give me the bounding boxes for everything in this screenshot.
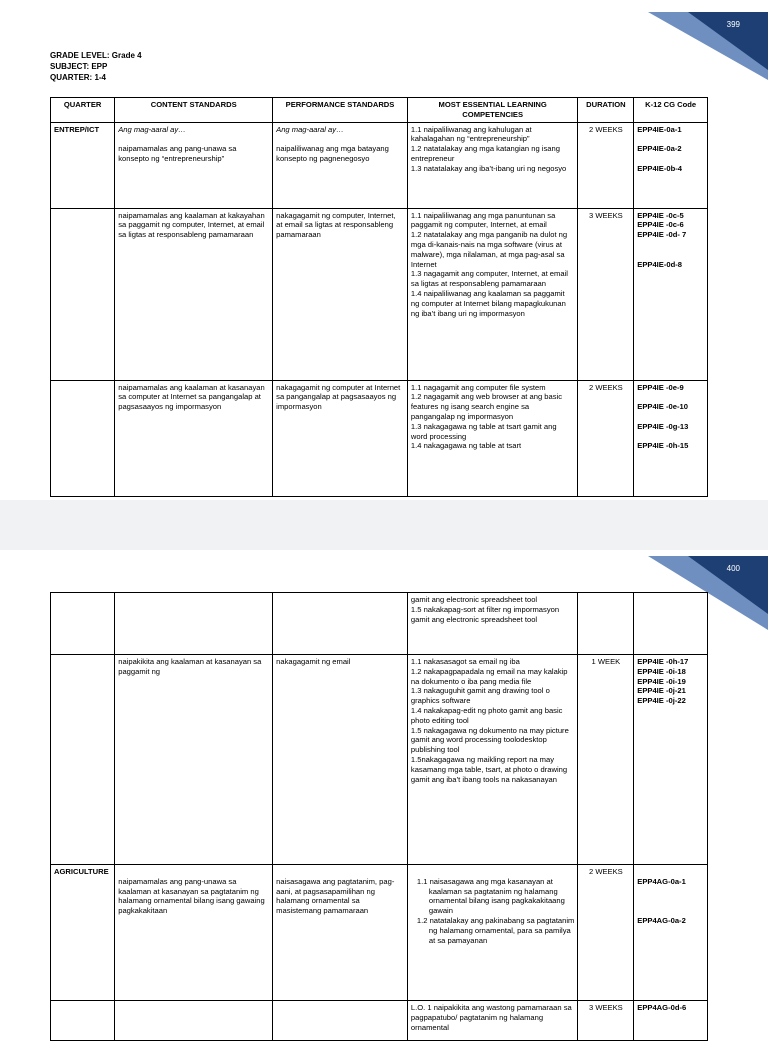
- table-header-row: [51, 98, 708, 123]
- subject: SUBJECT: EPP: [50, 62, 108, 71]
- duration-cell: [578, 593, 634, 655]
- competency: 1.3 nakaguguhit gamit ang drawing tool o graphics software: [410, 686, 550, 706]
- quarter-cell: [51, 655, 115, 865]
- curriculum-table-continued: [50, 592, 708, 1041]
- table-row: [51, 865, 708, 1001]
- quarter-cell: AGRICULTURE: [51, 865, 115, 1001]
- table-row: [51, 208, 708, 380]
- page-number: 399: [726, 20, 740, 29]
- performance-standard-cell: [273, 593, 408, 655]
- content-standard-cell: naipamamalas ang kaalaman at kasanayan sa computer at Internet sa pangangalap at pagsasaayos ng impormasyon: [115, 380, 273, 496]
- duration-cell: 2 WEEKS: [578, 122, 634, 208]
- competencies-cell: [407, 208, 578, 380]
- competency: 1.2 nagagamit ang web browser at ang basic features ng isang search engine sa pangangalap ng impormasyon: [410, 392, 563, 421]
- cg-code: EPP4IE -0g-13: [637, 421, 689, 431]
- code-cell: [634, 1001, 708, 1041]
- competency: 1.2 natatalakay ang mga panganib na dulot ng mga di-kanais-nais na mga software (virus at malware), mga nilalaman, at mga pag-asal sa Internet: [410, 230, 568, 269]
- column-header: K-12 CG Code: [634, 98, 708, 123]
- performance-intro: Ang mag-aaral ay…: [276, 124, 344, 134]
- competencies-cell: [407, 380, 578, 496]
- quarter-cell: [51, 593, 115, 655]
- performance-standard-cell: [273, 122, 408, 208]
- column-header: PERFORMANCE STANDARDS: [273, 98, 408, 123]
- competencies-cell: [407, 122, 578, 208]
- duration-cell: 2 WEEKS: [578, 865, 634, 1001]
- column-header: CONTENT STANDARDS: [115, 98, 273, 123]
- competency: 1.1 naipaliliwanag ang kahulugan at kahalagahan ng “entrepreneurship”: [410, 124, 532, 144]
- column-header: QUARTER: [51, 98, 115, 123]
- content-standard-cell: naipamamalas ang kaalaman at kakayahan sa paggamit ng computer, Internet, at email sa ligtas at responsableng pamamaraan: [115, 208, 273, 380]
- performance-standard-cell: [273, 1001, 408, 1041]
- quarter-cell: ENTREP/ICT: [51, 122, 115, 208]
- duration-cell: 1 WEEK: [578, 655, 634, 865]
- competency: 1.1 naisasagawa ang mga kasanayan at kaalaman sa pagtatanim ng halamang ornamental bilang isang pagkakakitaang gawain: [416, 876, 565, 916]
- code-cell: [634, 655, 708, 865]
- performance-standard-cell: nakagagamit ng computer at Internet sa pangangalap at pagsasaayos ng impormasyon: [273, 380, 408, 496]
- competencies-cell: [407, 655, 578, 865]
- document-header: [50, 50, 142, 83]
- table-row: [51, 122, 708, 208]
- duration-cell: 3 WEEKS: [578, 1001, 634, 1041]
- competencies-cell: [407, 865, 578, 1001]
- competency: 1.5 nakakapag-sort at filter ng impormasyon gamit ang electronic spreadsheet tool: [410, 604, 560, 624]
- performance-standard: naipaliliwanag ang mga batayang konsepto ng pagnenegosyo: [276, 144, 389, 163]
- content-standard: naipamamalas ang pang-unawa sa konsepto ng “entrepreneurship”: [118, 144, 237, 163]
- quarter-cell: [51, 208, 115, 380]
- competency: 1.1 nagagamit ang computer file system: [410, 382, 546, 392]
- cg-code: EPP4AG-0a-1: [637, 876, 686, 886]
- competency: 1.2 natatalakay ang mga katangian ng isang entrepreneur: [410, 144, 560, 163]
- quarter-cell: [51, 380, 115, 496]
- competency: 1.5nakagagawa ng maikling report na may kasamang mga table, tsart, at photo o drawing gamit ang iba’t ibang tools na nakasanayan: [410, 754, 568, 784]
- cg-code: EPP4AG-0d-6: [637, 1003, 687, 1012]
- cg-code: EPP4IE -0h-17: [637, 657, 689, 666]
- code-cell: [634, 122, 708, 208]
- column-header: MOST ESSENTIAL LEARNING COMPETENCIES: [407, 98, 578, 123]
- quarter-cell: [51, 1001, 115, 1041]
- content-standard: naipamamalas ang pang-unawa sa kaalaman at kasanayan sa pagtatanim ng halamang ornamental bilang isang gawaing pagkakakitaan: [118, 876, 265, 916]
- competency: 1.4 nakagagawa ng table at tsart: [410, 441, 522, 451]
- table-row: [51, 380, 708, 496]
- content-standard-cell: [115, 1001, 273, 1041]
- cg-code: EPP4IE-0a-1: [637, 124, 682, 134]
- page-gap: [0, 500, 768, 550]
- code-cell: [634, 593, 708, 655]
- page-399: [0, 0, 768, 500]
- page-number: 400: [726, 564, 740, 573]
- cg-code: EPP4IE -0j-21: [637, 686, 686, 696]
- cg-code: EPP4IE -0h-15: [637, 441, 689, 451]
- cg-code: EPP4AG-0a-2: [637, 915, 686, 925]
- table-row: [51, 1001, 708, 1041]
- competency: 1.3 nagagamit ang computer, Internet, at email sa ligtas at responsableng pamamaraan: [410, 269, 568, 289]
- content-standard-cell: naipakikita ang kaalaman at kasanayan sa paggamit ng: [115, 655, 273, 865]
- cg-code: EPP4IE-0d-8: [637, 259, 683, 269]
- cg-code: EPP4IE-0b-4: [637, 163, 683, 173]
- competency: 1.5 nakagagawa ng dokumento na may picture gamit ang word processing toolodesktop publishing tool: [410, 725, 569, 755]
- curriculum-table: [50, 97, 708, 497]
- competency: 1.4 nakakapag-edit ng photo gamit ang basic photo editing tool: [410, 705, 563, 725]
- performance-standard-cell: nakagagamit ng computer, Internet, at email sa ligtas at responsableng pamamaraan: [273, 208, 408, 380]
- competency: gamit ang electronic spreadsheet tool: [410, 595, 538, 604]
- performance-standard-cell: nakagagamit ng email: [273, 655, 408, 865]
- column-header: DURATION: [578, 98, 634, 123]
- code-cell: [634, 208, 708, 380]
- competency: 1.3 nakagagawa ng table at tsart gamit ang word processing: [410, 421, 557, 441]
- quarter: QUARTER: 1-4: [50, 73, 107, 82]
- performance-standard: naisasagawa ang pagtatanim, pag-aani, at pagsasapamilihan ng halamang ornamental sa masistemang pamamaraan: [276, 876, 395, 916]
- cg-code: EPP4IE -0e-9: [637, 382, 684, 392]
- content-standard-cell: [115, 593, 273, 655]
- competency: 1.1 nakasasagot sa email ng iba: [410, 657, 520, 666]
- code-cell: [634, 865, 708, 1001]
- cg-code: EPP4IE -0d- 7: [637, 230, 687, 240]
- content-standard-cell: [115, 122, 273, 208]
- cg-code: EPP4IE -0i-19: [637, 676, 686, 686]
- code-cell: [634, 380, 708, 496]
- cg-code: EPP4IE -0j-22: [637, 696, 686, 706]
- content-standard-cell: [115, 865, 273, 1001]
- content-intro: Ang mag-aaral ay…: [118, 124, 186, 134]
- competency: L.O. 1 naipakikita ang wastong pamamaraan sa pagpapatubo/ pagtatanim ng halamang ornamental: [410, 1003, 572, 1032]
- page-400: [0, 550, 768, 1032]
- cg-code: EPP4IE -0c-6: [637, 220, 684, 230]
- table-row: [51, 655, 708, 865]
- competency: 1.2 natatalakay ang pakinabang sa pagtatanim ng halamang ornamental, para sa pamilya at sa pamayanan: [416, 915, 575, 945]
- competencies-cell: [407, 1001, 578, 1041]
- duration-cell: 2 WEEKS: [578, 380, 634, 496]
- competency: 1.3 natatalakay ang iba’t-ibang uri ng negosyo: [410, 163, 567, 173]
- competency: 1.1 naipaliliwanag ang mga panuntunan sa paggamit ng computer, Internet, at email: [410, 210, 556, 230]
- cg-code: EPP4IE -0c-5: [637, 210, 684, 220]
- table-row: [51, 593, 708, 655]
- cg-code: EPP4IE-0a-2: [637, 144, 682, 154]
- cg-code: EPP4IE -0e-10: [637, 402, 688, 412]
- competencies-cell: [407, 593, 578, 655]
- competency: 1.4 naipaliliwanag ang kaalaman sa paggamit ng computer at Internet bilang mapagkukunan ng iba’t ibang uri ng impormasyon: [410, 288, 566, 318]
- duration-cell: 3 WEEKS: [578, 208, 634, 380]
- performance-standard-cell: [273, 865, 408, 1001]
- page-corner-decoration: [648, 0, 768, 80]
- grade-level: GRADE LEVEL: Grade 4: [50, 51, 142, 60]
- competency: 1.2 nakapagpapadala ng email na may kalakip na dokumento o iba pang media file: [410, 666, 568, 686]
- cg-code: EPP4IE -0i-18: [637, 666, 686, 676]
